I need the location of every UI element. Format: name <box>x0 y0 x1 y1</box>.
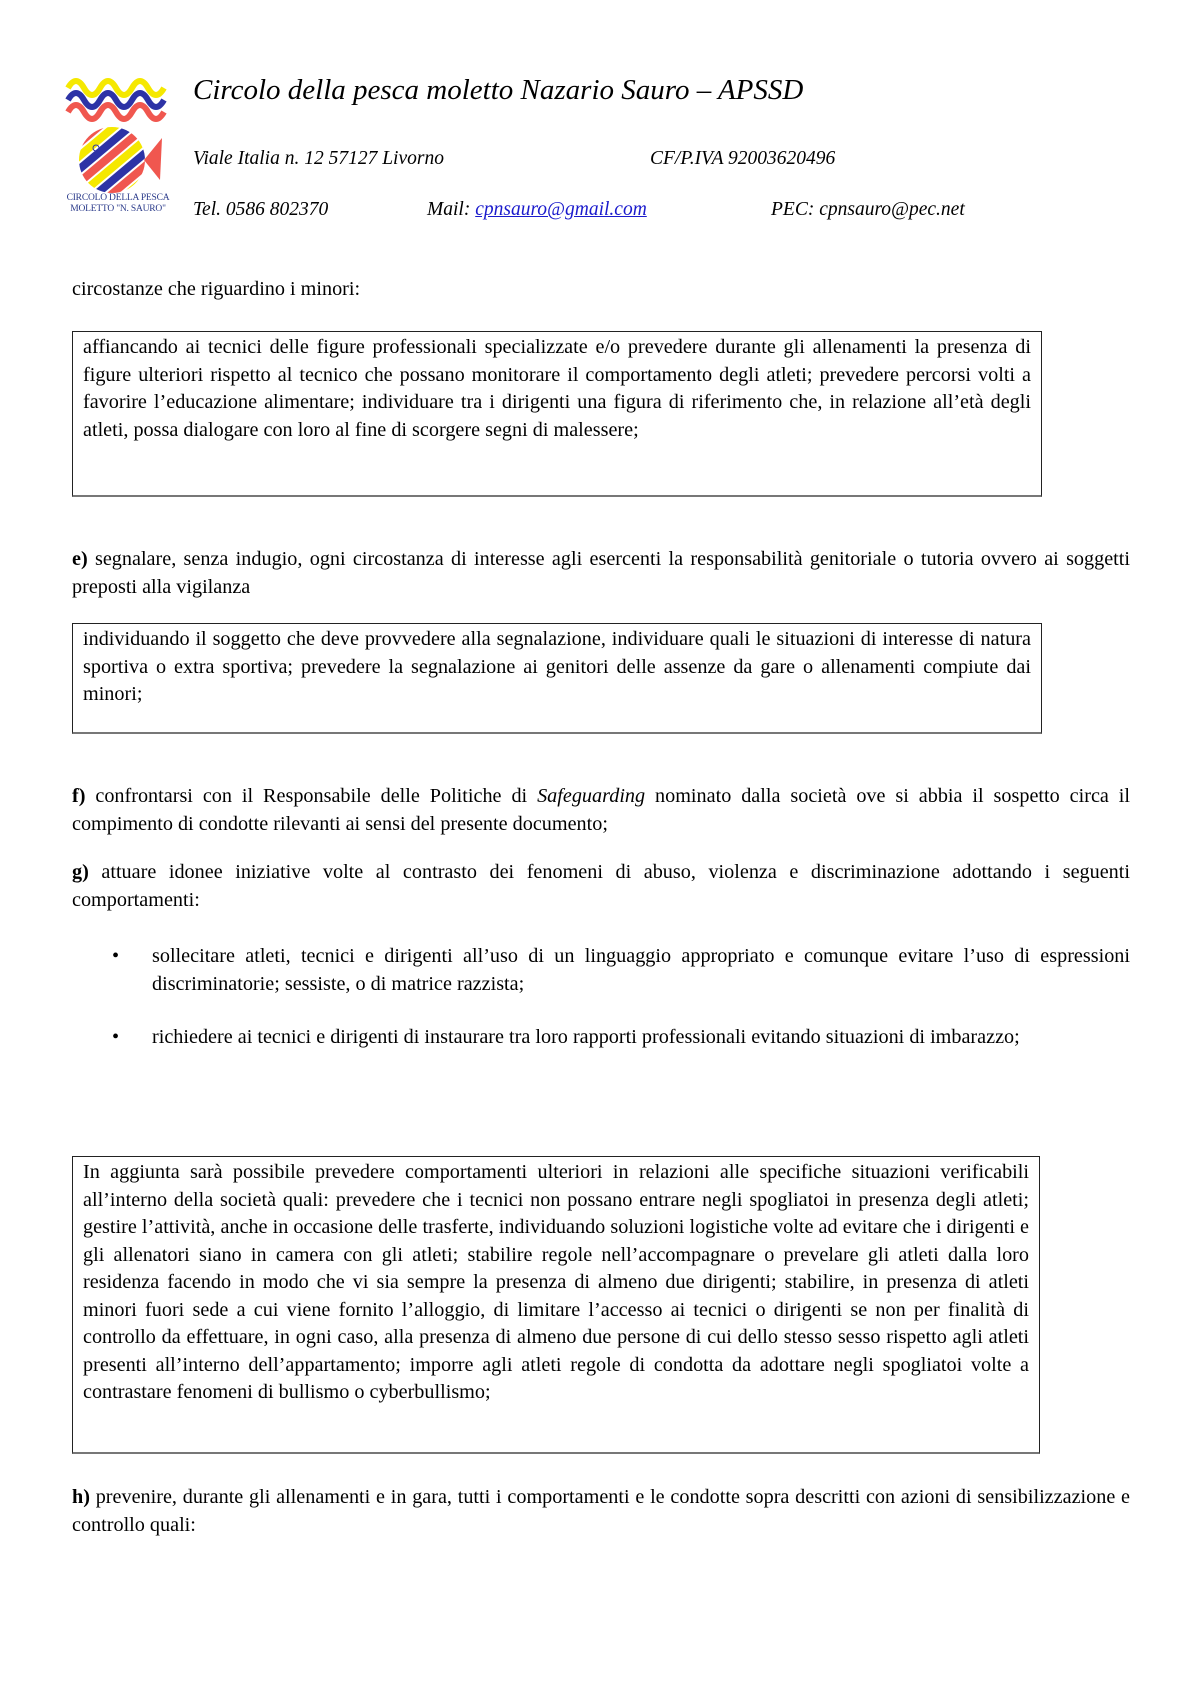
org-tel: Tel. 0586 802370 <box>193 199 329 220</box>
note-box-reporting: individuando il soggetto che deve provvedere alla segnalazione, individuare quali le situazioni di interesse di natura sportiva o extra sportiva; prevedere la segnalazione ai genitori delle assenze da gare o allenamenti compiute dai minori; <box>72 623 1042 734</box>
item-f <box>72 783 1130 838</box>
bullet-icon: • <box>112 1026 120 1048</box>
logo-caption-line1: CIRCOLO DELLA PESCA <box>66 193 170 203</box>
org-pec: PEC: cpnsauro@pec.net <box>771 199 965 220</box>
item-g-label: g) <box>72 861 89 883</box>
item-e-label: e) <box>72 548 88 570</box>
item-g <box>72 859 1130 914</box>
item-e <box>72 546 1130 601</box>
intro-text: circostanze che riguardino i minori: <box>72 278 361 300</box>
item-f-italic: Safeguarding <box>537 785 646 807</box>
item-f-text-after: nominato dalla società ove si abbia il sospetto circa il compimento di condotte rilevanti ai sensi del presente documento; <box>72 785 1130 835</box>
item-g-text: attuare idonee iniziative volte al contrasto dei fenomeni di abuso, violenza e discriminazione adottando i seguenti comportamenti: <box>72 861 1130 911</box>
item-h <box>72 1484 1130 1539</box>
waves-icon <box>68 81 164 119</box>
logo-caption-line2: MOLETTO "N. SAURO" <box>70 204 166 214</box>
item-f-text-before: confrontarsi con il Responsabile delle Politiche di <box>85 785 538 807</box>
bullet-icon: • <box>112 945 120 967</box>
bullet-item <box>112 943 1130 998</box>
org-vat: CF/P.IVA 92003620496 <box>650 148 836 169</box>
note-box-minors: affiancando ai tecnici delle figure professionali specializzate e/o prevedere durante gli allenamenti la presenza di figure ulteriori rispetto al tecnico che possano monitorare il comportamento degli atleti; prevedere percorsi volti a favorire l’educazione alimentare; individuare tra i dirigenti una figura di riferimento che, in relazione all’età degli atleti, possa dialogare con loro al fine di scorgere segni di malessere; <box>72 331 1042 497</box>
item-e-text: segnalare, senza indugio, ogni circostanza di interesse agli esercenti la responsabilità genitoriale o tutoria ovvero ai soggetti preposti alla vigilanza <box>72 548 1130 598</box>
item-h-text: prevenire, durante gli allenamenti e in gara, tutti i comportamenti e le condotte sopra descritti con azioni di sensibilizzazione e controllo quali: <box>72 1486 1130 1536</box>
bullet-item <box>112 1024 1130 1052</box>
mail-label: Mail: <box>427 199 476 220</box>
item-f-label: f) <box>72 785 86 807</box>
org-mail <box>427 199 647 221</box>
item-h-label: h) <box>72 1486 90 1508</box>
note-box-additional: In aggiunta sarà possibile prevedere comportamenti ulteriori in relazioni alle specifiche situazioni verificabili all’interno della società quali: prevedere che i tecnici non possano entrare negli spogliatoi in presenza degli atleti; gestire l’attività, anche in occasione delle trasferte, individuando soluzioni logistiche volte ad evitare che i dirigenti e gli allenatori siano in camera con gli atleti; stabilire regole nell’accompagnare o prevelare gli atleti dalla loro residenza facendo in modo che vi sia sempre la presenza di almeno due dirigenti; stabilire, in presenza di atleti minori fuori sede a cui viene fornito l’alloggio, di limitare l’accesso ai tecnici o dirigenti se non per finalità di controllo da effettuare, in ogni caso, alla presenza di almeno due persone di cui dello stesso sesso rispetto agli atleti presenti all’interno dell’appartamento; imporre agli atleti regole di condotta da adottare negli spogliatoi volte a contrastare fenomeni di bullismo o cyberbullismo; <box>72 1156 1040 1454</box>
org-title: Circolo della pesca moletto Nazario Sauro – APSSD <box>193 74 804 106</box>
bullet-text: sollecitare atleti, tecnici e dirigenti all’uso di un linguaggio appropriato e comunque evitare l’uso di espressioni discriminatorie; sessiste, o di matrice razzista; <box>152 945 1130 995</box>
mail-link[interactable]: cpnsauro@gmail.com <box>475 199 647 220</box>
logo-caption <box>62 193 174 215</box>
bullet-text: richiedere ai tecnici e dirigenti di instaurare tra loro rapporti professionali evitando situazioni di imbarazzo; <box>152 1026 1020 1048</box>
org-address: Viale Italia n. 12 57127 Livorno <box>193 148 444 169</box>
